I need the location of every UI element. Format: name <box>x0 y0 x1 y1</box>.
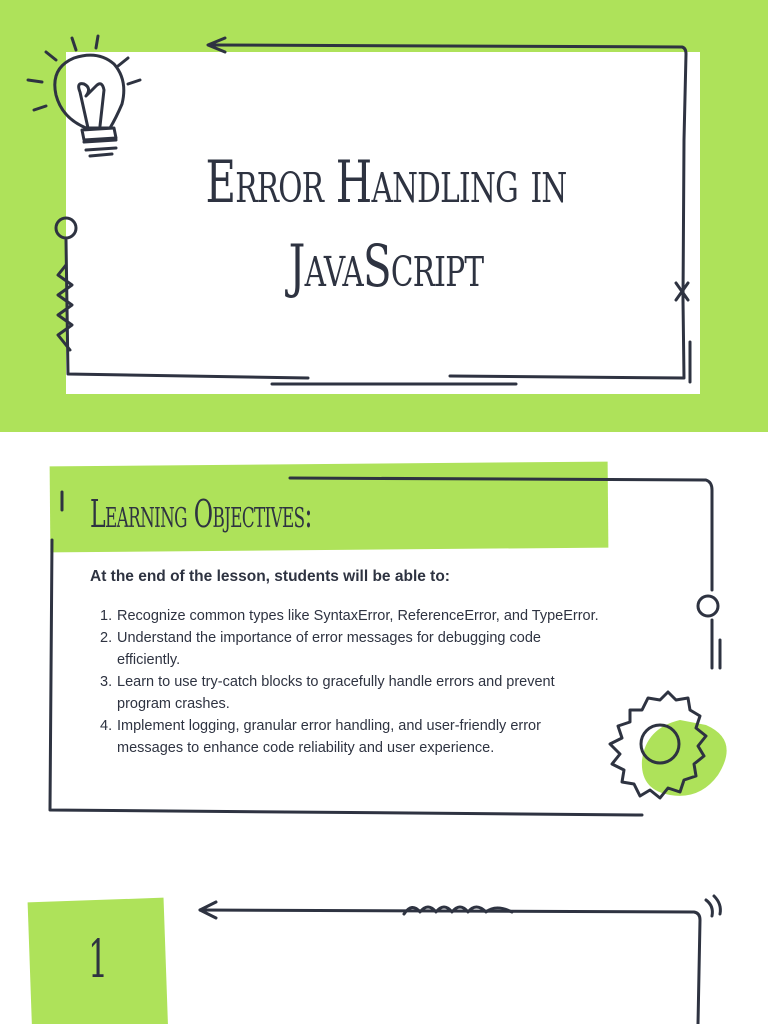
list-item <box>100 715 600 759</box>
list-item-number: 4. <box>100 718 113 734</box>
title-line-1: Error Handling in <box>205 148 567 216</box>
list-item-text: Understand the importance of error messages for debugging code efficiently. <box>117 630 541 668</box>
list-item <box>100 627 600 671</box>
step-frame <box>200 896 720 1024</box>
objectives-lead: At the end of the lesson, students will be able to: <box>90 568 450 585</box>
objectives-heading: Learning Objectives: <box>90 492 312 536</box>
list-item-number: 2. <box>100 630 113 646</box>
list-item-text: Implement logging, granular error handling, and user-friendly error messages to enhance code reliability and user experience. <box>117 718 541 756</box>
list-item-text: Recognize common types like SyntaxError, ReferenceError, and TypeError. <box>117 608 599 624</box>
title-line-2: JavaScript <box>288 232 484 300</box>
list-item <box>100 671 600 715</box>
step-number: 1 <box>88 930 108 990</box>
gear-icon <box>610 692 727 798</box>
objectives-list <box>100 605 600 759</box>
list-item-number: 3. <box>100 674 113 690</box>
page-title <box>177 140 595 308</box>
list-item-text: Learn to use try-catch blocks to gracefully handle errors and prevent program crashes. <box>117 674 555 712</box>
list-item <box>100 605 600 627</box>
list-item-number: 1. <box>100 608 113 624</box>
